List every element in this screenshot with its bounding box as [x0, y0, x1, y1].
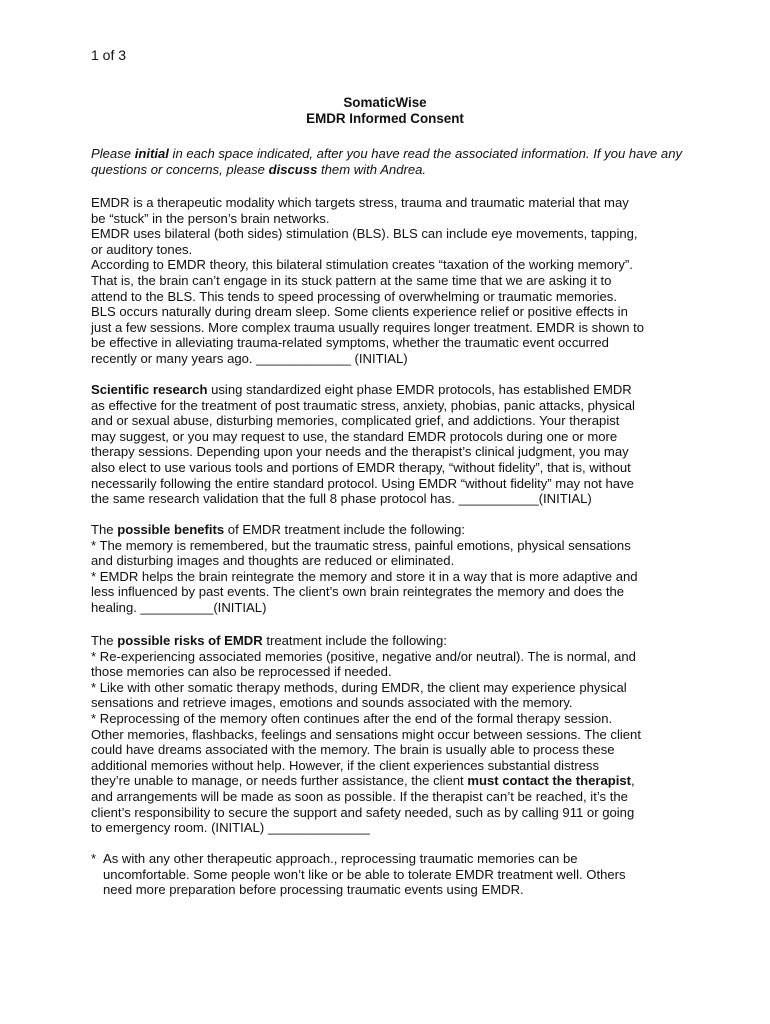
scientific-research-section: [91, 382, 691, 507]
text-line: As with any other therapeutic approach., reprocessing traumatic memories can be: [103, 851, 578, 866]
text-line: and or sexual abuse, disturbing memories, complicated grief, and addictions. Your therapist: [91, 413, 620, 429]
text-line: [91, 382, 691, 398]
text-line: * Like with other somatic therapy methods, during EMDR, the client may experience physical: [91, 679, 627, 695]
initial-line: the same research validation that the full 8 phase protocol has. ___________(INITIAL): [91, 491, 592, 507]
text-line: [91, 522, 691, 538]
initial-line: recently or many years ago. _____________ (INITIAL): [91, 350, 408, 366]
intro-initial-bold: initial: [134, 146, 169, 161]
document-title: EMDR Informed Consent: [306, 111, 464, 126]
text-line: Other memories, flashbacks, feelings and sensations might occur between sessions. The client: [91, 726, 641, 742]
text-line: * EMDR helps the brain reintegrate the memory and store it in a way that is more adaptive and: [91, 568, 638, 584]
text-line: uncomfortable. Some people won’t like or be able to tolerate EMDR treatment well. Others: [103, 866, 626, 882]
text-fragment: The: [91, 522, 118, 537]
intro-paragraph: [91, 146, 691, 177]
text-line: According to EMDR theory, this bilateral stimulation creates “taxation of the working memory”.: [91, 257, 633, 273]
text-line: be effective in alleviating trauma-related symptoms, whether the traumatic event occurred: [91, 335, 609, 351]
bullet-marker: *: [91, 851, 97, 866]
bullet-item: [91, 851, 691, 898]
text-fragment: The: [91, 633, 118, 648]
bullet-text: [103, 851, 626, 898]
text-fragment: using standardized eight phase EMDR protocols, has established EMDR: [207, 382, 632, 397]
section-heading-bold: Scientific research: [91, 382, 208, 397]
text-line: therapy sessions. Depending upon your needs and the therapist’s clinical judgment, you may: [91, 444, 629, 460]
text-line: and disturbing images and thoughts are reduced or eliminated.: [91, 553, 455, 569]
text-line: as effective for the treatment of post traumatic stress, anxiety, phobias, panic attacks, physical: [91, 397, 635, 413]
text-line: and arrangements will be made as soon as possible. If the therapist can’t be reached, it’s the: [91, 788, 628, 804]
text-line: less influenced by past events. The client’s own brain reintegrates the memory and does the: [91, 584, 625, 600]
text-line: [91, 773, 691, 789]
intro-text-2: in each space indicated, after you have read the associated information. If you have any questions or concerns, please: [91, 146, 683, 177]
final-bullet-section: [91, 851, 691, 898]
text-line: sensations and retrieve images, emotions and sounds associated with the memory.: [91, 695, 573, 711]
text-line: could have dreams associated with the memory. The brain is usually able to process these: [91, 742, 615, 758]
text-fragment: ,: [631, 773, 635, 789]
text-line: those memories can also be reprocessed if needed.: [91, 664, 392, 680]
text-fragment: of EMDR treatment include the following:: [224, 522, 466, 537]
text-line: may suggest, or you may request to use, the standard EMDR protocols during one or more: [91, 428, 618, 444]
text-line: additional memories without help. However, if the client experiences substantial distress: [91, 757, 600, 773]
text-line: necessarily following the entire standard protocol. Using EMDR “without fidelity” may not have: [91, 475, 634, 491]
initial-line: healing. __________(INITIAL): [91, 599, 267, 615]
text-line: client’s responsibility to secure the support and safety needed, such as by calling 911 or going: [91, 804, 635, 820]
text-line: * The memory is remembered, but the traumatic stress, painful emotions, physical sensations: [91, 537, 631, 553]
text-line: * Re-experiencing associated memories (positive, negative and/or neutral). The is normal, and: [91, 648, 636, 664]
text-line: or auditory tones.: [91, 241, 193, 257]
possible-benefits-section: [91, 522, 691, 616]
text-line: EMDR uses bilateral (both sides) stimulation (BLS). BLS can include eye movements, tapping,: [91, 226, 638, 242]
text-line: attend to the BLS. This tends to speed processing of overwhelming or traumatic memories.: [91, 288, 617, 304]
text-line: also elect to use various tools and portions of EMDR therapy, “without fidelity”, that is, without: [91, 459, 631, 475]
text-line: * Reprocessing of the memory often continues after the end of the formal therapy session.: [91, 710, 613, 726]
section-heading-bold: possible benefits: [117, 522, 225, 537]
text-line: be “stuck” in the person’s brain networks.: [91, 210, 330, 226]
org-name: SomaticWise: [343, 95, 427, 110]
text-line: [91, 633, 691, 649]
must-contact-bold: must contact the therapist: [467, 773, 632, 789]
text-line: EMDR is a therapeutic modality which targets stress, trauma and traumatic material that may: [91, 195, 629, 210]
text-line: That is, the brain can’t engage in its stuck pattern at the same time that we are asking it to: [91, 272, 612, 288]
intro-text-3: them with Andrea.: [317, 161, 427, 177]
text-fragment: treatment include the following:: [262, 633, 447, 648]
section-heading-bold: possible risks of EMDR: [117, 633, 263, 648]
intro-text-1: Please: [91, 146, 135, 161]
text-line: need more preparation before processing traumatic events using EMDR.: [103, 882, 524, 898]
text-line: just a few sessions. More complex trauma usually requires longer treatment. EMDR is shown to: [91, 319, 645, 335]
page-number: 1 of 3: [91, 47, 127, 63]
possible-risks-section: [91, 633, 691, 836]
initial-line: to emergency room. (INITIAL) ______________: [91, 820, 370, 836]
text-line: BLS occurs naturally during dream sleep. Some clients experience relief or positive effects in: [91, 304, 628, 320]
text-fragment: they’re unable to manage, or needs further assistance, the client: [91, 773, 468, 789]
intro-discuss-bold: discuss: [268, 161, 318, 177]
emdr-description-section: [91, 195, 691, 367]
